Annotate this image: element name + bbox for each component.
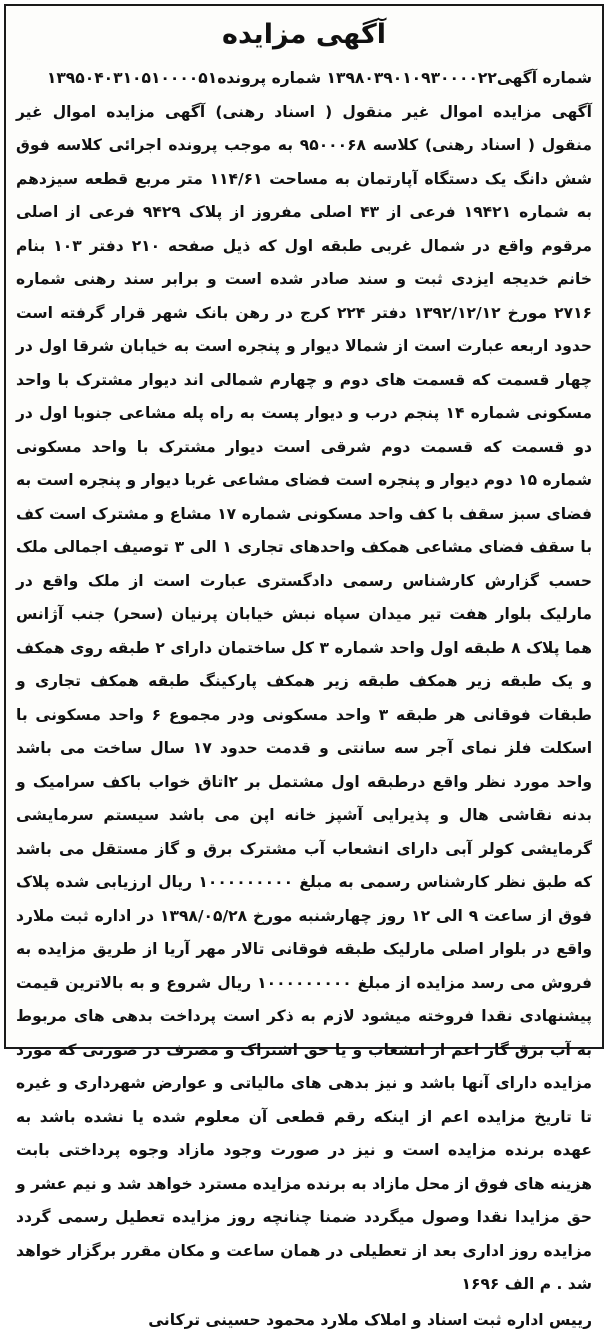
auction-notice — [4, 4, 604, 1329]
notice-signature: رییس اداره ثبت اسناد و املاک ملارد محمود حسینی ترکانی — [148, 1310, 592, 1329]
notice-body: آگهی مزایده اموال غیر منقول ( اسناد رهنی) آگهی مزایده اموال غیر منقول ( اسناد رهنی) کلاسه ۹۵۰۰۰۶۸ به موجب پرونده اجرائی کلاسه فوق شش دانگ یک دستگاه آپارتمان به مساحت ۱۱۴/۶۱ متر مربع قطعه سیزدهم به شماره ۱۹۴۲۱ فرعی از ۴۳ اصلی مفروز از پلاک ۹۴۲۹ فرعی از اصلی مرقوم واقع در شمال غربی طبقه اول که ذیل صفحه ۲۱۰ دفتر ۱۰۳ بنام خانم خدیجه ایزدی ثبت و سند صادر شده است و برابر سند رهنی شماره ۲۷۱۶ مورخ ۱۳۹۲/۱۲/۱۲ دفتر ۲۲۴ کرج در رهن بانک شهر قرار گرفته است حدود اربعه عبارت است از شمالا دیوار و پنجره است به خیابان شرقا اول در چهار قسمت که قسمت های دوم و چهارم شمالی اند دیوار مشترک با واحد مسکونی شماره ۱۴ پنجم درب و دیوار پست به راه پله مشاعی جنوبا اول در دو قسمت که قسمت دوم شرقی است دیوار مشترک با واحد مسکونی شماره ۱۵ دوم دیوار و پنجره است فضای مشاعی غربا دیوار و پنجره است به فضای سبز سقف با کف واحد مسکونی شماره ۱۷ مشاع و مشترک است کف با سقف فضای مشاعی همکف واحدهای تجاری ۱ الی ۳ توصیف اجمالی ملک حسب گزارش کارشناس رسمی دادگستری عبارت است از ملک واقع در مارلیک بلوار هفت تیر میدان سپاه نبش خیابان پرنیان (سحر) جنب آژانس هما پلاک ۸ طبقه اول واحد شماره ۳ کل ساختمان دارای ۲ طبقه روی همکف و یک طبقه زیر همکف طبقه زیر همکف پارکینگ طبقه همکف تجاری و طبقات فوقانی هر طبقه ۳ واحد مسکونی ودر مجموع ۶ واحد مسکونی با اسکلت فلز نمای آجر سه سانتی و قدمت حدود ۱۷ سال ساخت می باشد واحد مورد نظر واقع درطبقه اول مشتمل بر ۲اتاق خواب باکف سرامیک و بدنه نقاشی هال و پذیرایی آشپز خانه اپن می باشد سیستم سرمایشی گرمایشی کولر آبی دارای انشعاب آب مشترک برق و گاز مستقل می باشد که طبق نظر کارشناس رسمی به مبلغ ۱۰۰۰۰۰۰۰۰۰ ریال ارزیابی شده پلاک فوق از ساعت ۹ الی ۱۲ روز چهارشنبه مورخ ۱۳۹۸/۰۵/۲۸ در اداره ثبت ملارد واقع در بلوار اصلی مارلیک طبقه فوقانی تالار مهر آریا از طریق مزایده به فروش می رسد مزایده از مبلغ ۱۰۰۰۰۰۰۰۰۰ ریال شروع و به بالاترین قیمت پیشنهادی نقدا فروخته میشود لازم به ذکر است پرداخت بدهی های مربوط به آب برق گاز اعم از انشعاب و یا حق اشتراک و مصرف در صورتی که مورد مزایده دارای آنها باشد و نیز بدهی های مالیاتی و عوارض شهرداری و غیره تا تاریخ مزایده اعم از اینکه رقم قطعی آن معلوم شده یا نشده باشد به عهده برنده مزایده است و نیز در صورت وجود مازاد وجوه پرداختی بابت هزینه های فوق از محل مازاد به برنده مزایده مسترد خواهد شد و نیم عشر و حق مزایدا نقدا وصول میگردد ضمنا چنانچه روز مزایده تعطیل رسمی گردد مزایده روز اداری بعد از تعطیلی در همان ساعت و مکان مقرر برگزار خواهد شد . م الف ۱۶۹۶ — [16, 102, 593, 1293]
notice-reference-numbers: شماره آگهی۱۳۹۸۰۳۹۰۱۰۹۳۰۰۰۰۲۲ شماره پرونده۱۳۹۵۰۴۰۳۱۰۵۱۰۰۰۰۵۱ — [46, 69, 592, 87]
notice-title: آگهی مزایده — [222, 19, 386, 50]
